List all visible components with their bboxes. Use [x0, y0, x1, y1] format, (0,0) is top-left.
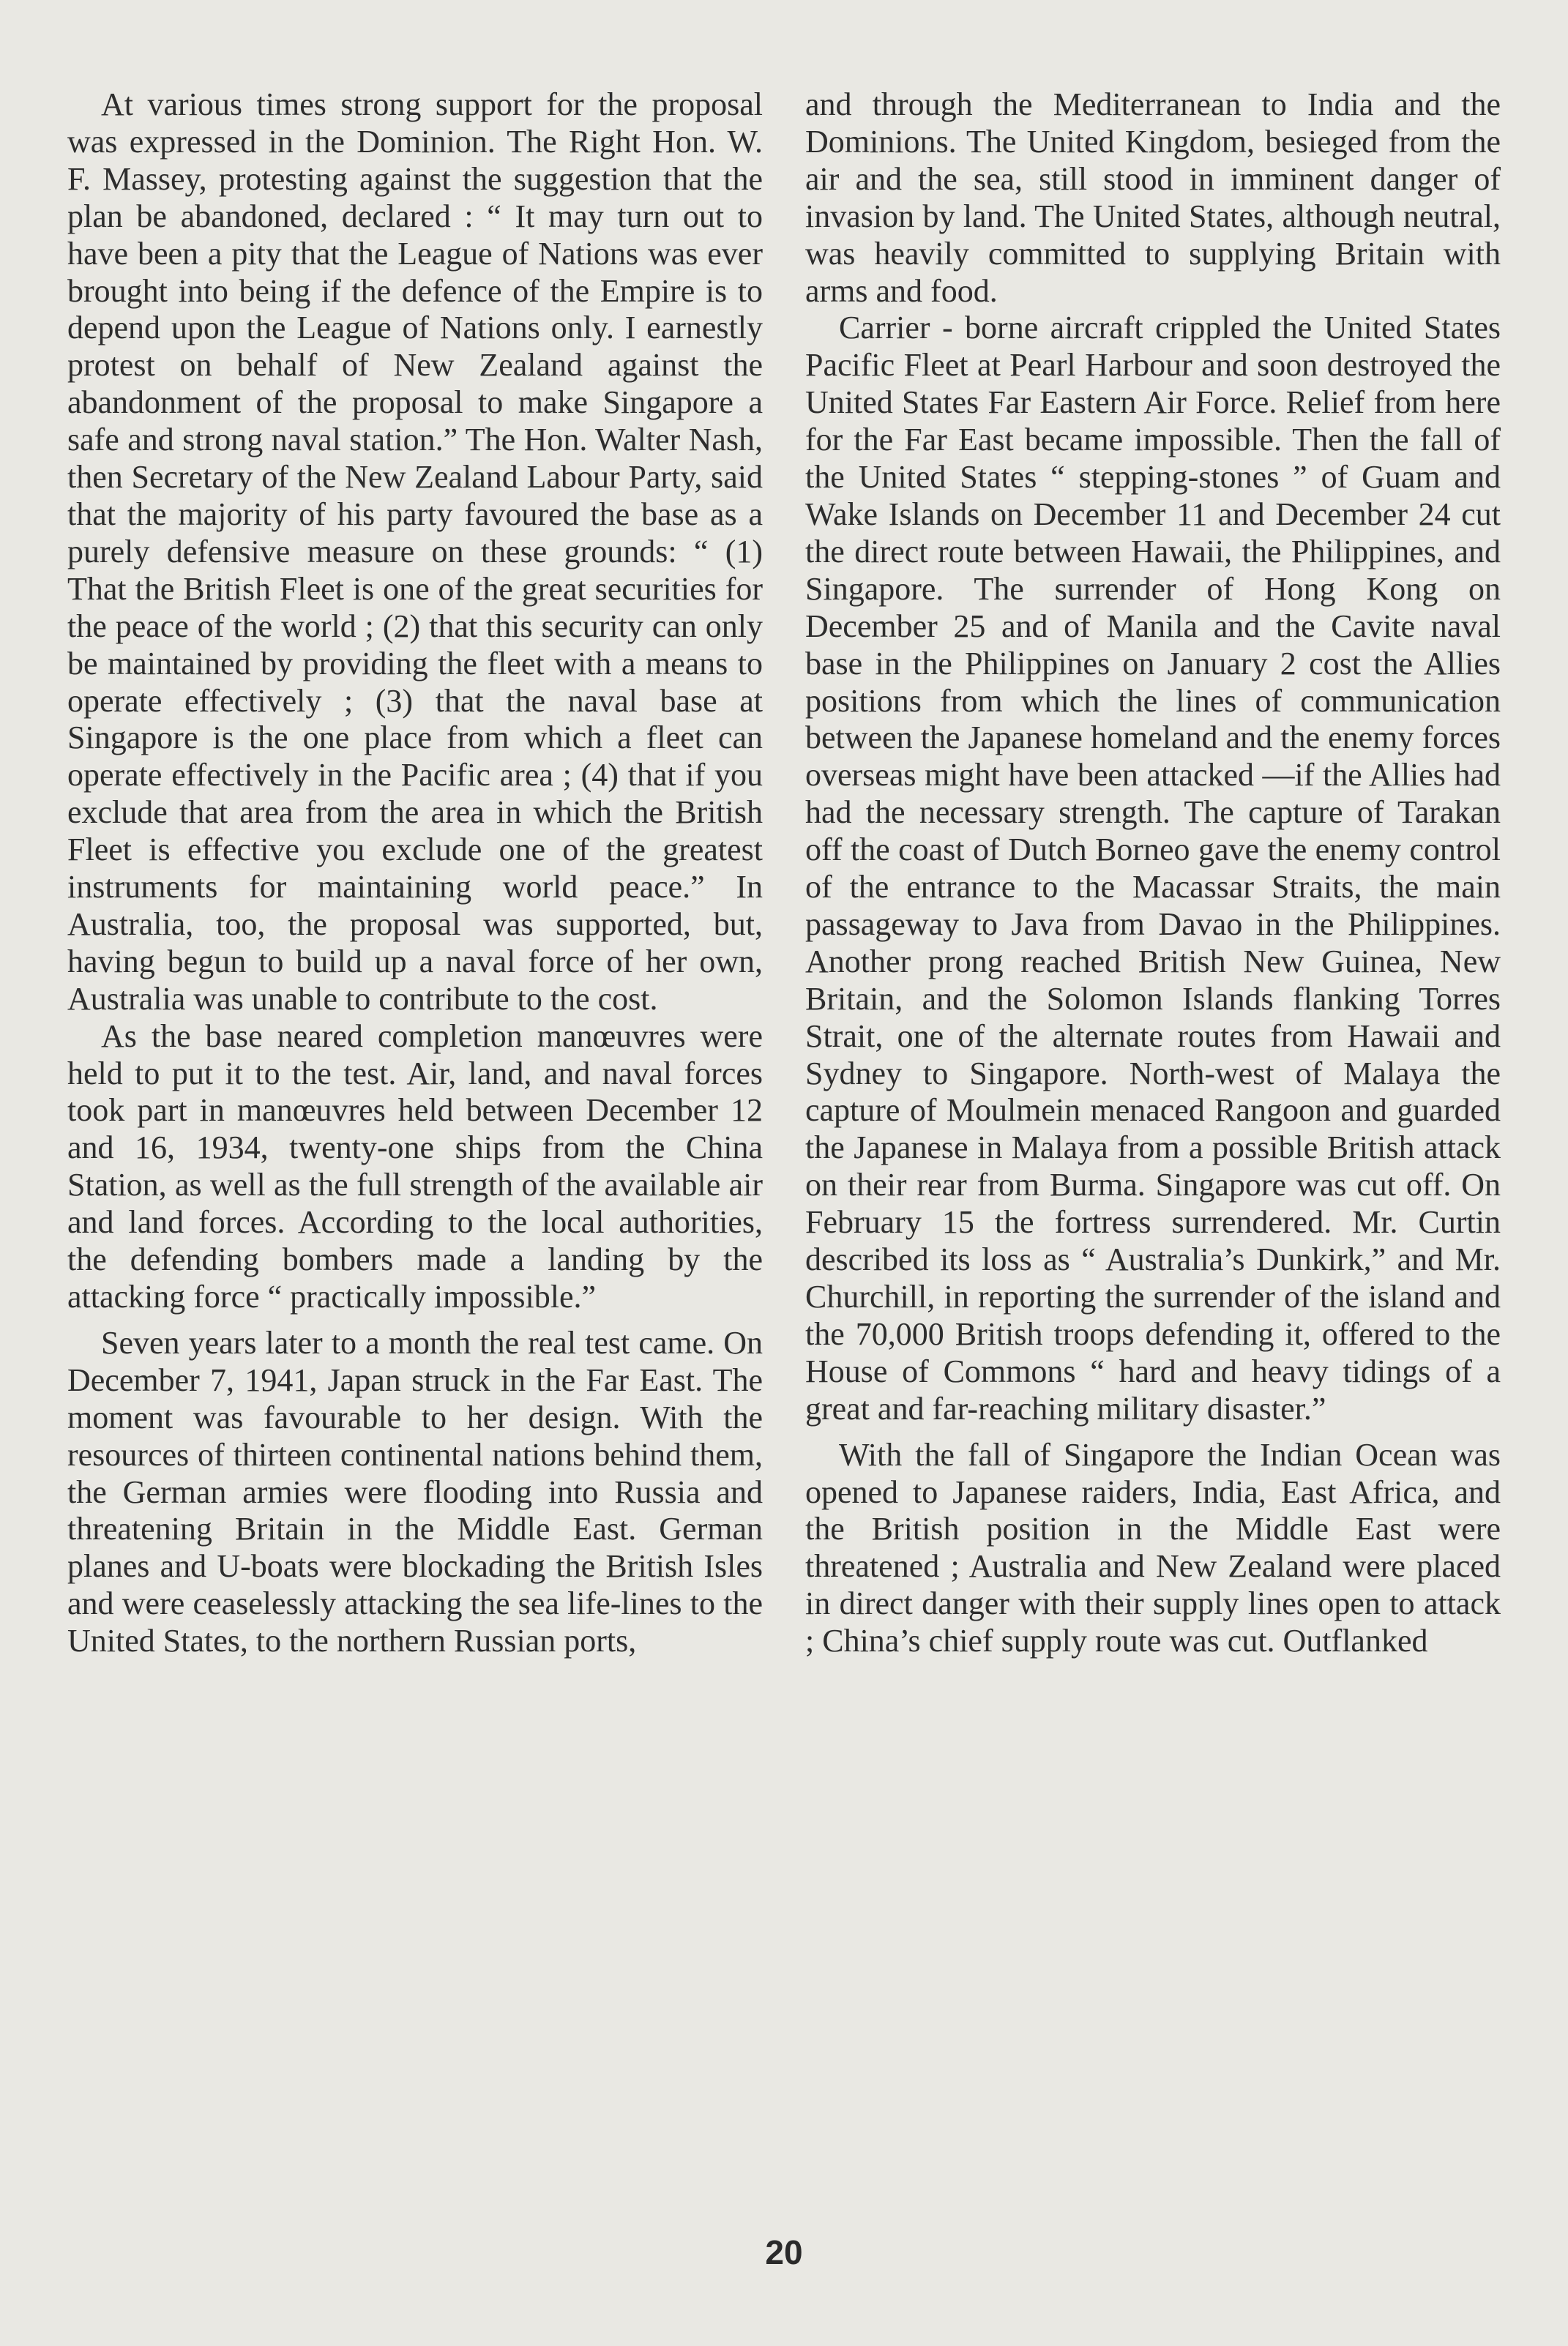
- paragraph-real-test: Seven years later to a month the real test came. On December 7, 1941, Japan struck in the Far East. The moment was favourable to her design. With the resources of thirteen continental nations behind them, the German armies were flooding into Russia and threatening Britain in the Middle East. German planes and U-boats were blockading the British Isles and were ceaselessly attacking the sea life-lines to the United States, to the northern Russian ports,: [67, 1324, 763, 1659]
- paragraph-massey-nash: At various times strong support for the proposal was expressed in the Dominion. The Right Hon. W. F. Massey, protesting against the suggestion that the plan be abandoned, declared : “ It may turn out to have been a pity that the League of Nations was ever brought into being if the defence of the Empire is to depend upon the League of Nations only. I earnestly protest on behalf of New Zealand against the abandonment of the proposal to make Singapore a safe and strong naval station.” The Hon. Walter Nash, then Secretary of the New Zealand Labour Party, said that the majority of his party favoured the base as a purely defensive measure on these grounds: “ (1) That the British Fleet is one of the great securities for the peace of the world ; (2) that this security can only be maintained by providing the fleet with a means to operate effectively ; (3) that the naval base at Singapore is the one place from which a fleet can operate effectively in the Pacific area ; (4) that if you exclude that area from the area in which the British Fleet is effective you exclude one of the greatest instruments for maintaining world peace.” In Australia, too, the proposal was supported, but, having begun to build up a naval force of her own, Australia was unable to contribute to the cost.: [67, 86, 763, 1017]
- page-number: 20: [765, 2233, 803, 2271]
- paragraph-fall-of-singapore: With the fall of Singapore the Indian Ocean was opened to Japanese raiders, India, East Africa, and the British position in the Middle East were threatened ; Australia and New Zealand were placed in direct danger with their supply lines open to attack ; China’s chief supply route was cut. Outflanked: [805, 1436, 1501, 1659]
- left-text-column: [67, 86, 763, 1660]
- paragraph-continuation: and through the Mediterranean to India and the Dominions. The United Kingdom, besieged from the air and the sea, still stood in imminent danger of invasion by land. The United States, although neutral, was heavily committed to supplying Britain with arms and food.: [805, 86, 1501, 309]
- paragraph-pearl-harbour: Carrier - borne aircraft crippled the United States Pacific Fleet at Pearl Harbour and soon destroyed the United States Far Eastern Air Force. Relief from here for the Far East became impossible. Then the fall of the United States “ stepping-stones ” of Guam and Wake Islands on December 11 and December 24 cut the direct route between Hawaii, the Philippines, and Singapore. The surrender of Hong Kong on December 25 and of Manila and the Cavite naval base in the Philippines on January 2 cost the Allies positions from which the lines of communication between the Japanese homeland and the enemy forces overseas might have been attacked —if the Allies had had the necessary strength. The capture of Tarakan off the coast of Dutch Borneo gave the enemy control of the entrance to the Macassar Straits, the main passageway to Java from Davao in the Philippines. Another prong reached British New Guinea, New Britain, and the Solomon Islands flanking Torres Strait, one of the alternate routes from Hawaii and Sydney to Singapore. North-west of Malaya the capture of Moulmein menaced Rangoon and guarded the Japanese in Malaya from a possible British attack on their rear from Burma. Singapore was cut off. On February 15 the fortress surrendered. Mr. Curtin described its loss as “ Australia’s Dunkirk,” and Mr. Churchill, in reporting the surrender of the island and the 70,000 British troops defending it, offered to the House of Commons “ hard and heavy tidings of a great and far-reaching military disaster.”: [805, 310, 1501, 1427]
- right-text-column: [805, 86, 1501, 1660]
- paragraph-manoeuvres: As the base neared completion manœuvres were held to put it to the test. Air, land, and naval forces took part in manœuvres held between December 12 and 16, 1934, twenty-one ships from the China Station, as well as the full strength of the available air and land forces. According to the local authorities, the defending bombers made a landing by the attacking force “ practically impossible.”: [67, 1017, 763, 1315]
